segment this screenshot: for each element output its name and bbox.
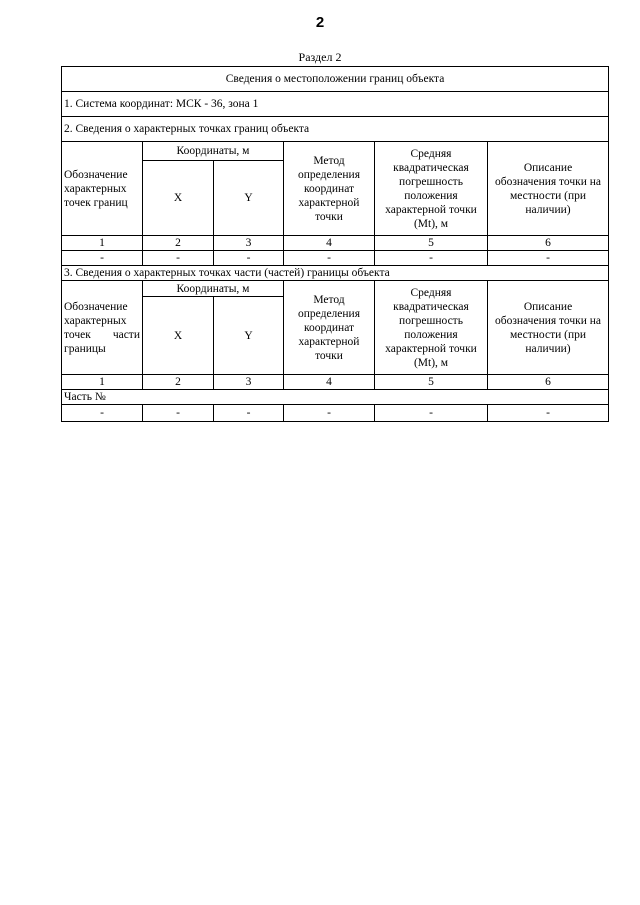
part3-coords-header: Координаты, м [143,281,284,297]
table-row [62,251,609,266]
part3-col-error: Средняя квадратическая погрешность положения характерной точки (Mt), м [375,281,488,375]
part2-col-y: Y [214,161,284,236]
part3-col-x: X [143,297,214,375]
table-cell: - [62,251,143,266]
table-cell: 3 [214,375,284,390]
table-row [62,405,609,422]
table-cell: 5 [375,236,488,251]
table-cell: - [62,405,143,422]
table-cell: 4 [284,375,375,390]
table-cell: - [214,251,284,266]
table-cell: 2 [143,236,214,251]
part-number-label: Часть № [62,390,609,405]
table-cell: 3 [214,236,284,251]
table-cell: 1 [62,375,143,390]
table-cell: 5 [375,375,488,390]
table-cell: 4 [284,236,375,251]
part3-col-method: Метод определения координат характерной точки [284,281,375,375]
table-cell: 6 [488,236,609,251]
boundary-table [61,66,609,422]
part3-col-y: Y [214,297,284,375]
part2-col-x: X [143,161,214,236]
part3-col-designation: Обозначение характерных точек части границы [62,281,143,375]
part3-title: 3. Сведения о характерных точках части (частей) границы объекта [62,266,609,281]
table-cell: 2 [143,375,214,390]
part2-coords-header: Координаты, м [143,142,284,161]
part2-col-designation: Обозначение характерных точек границ [62,142,143,236]
table-cell: - [375,405,488,422]
part2-col-error: Средняя квадратическая погрешность положения характерной точки (Mt), м [375,142,488,236]
table-cell: - [214,405,284,422]
table-cell: - [143,405,214,422]
part2-col-description: Описание обозначения точки на местности (при наличии) [488,142,609,236]
table-cell: 6 [488,375,609,390]
page-number: 2 [315,14,325,31]
table-cell: - [488,405,609,422]
part2-col-method: Метод определения координат характерной точки [284,142,375,236]
part3-col-description: Описание обозначения точки на местности (при наличии) [488,281,609,375]
section-label: Раздел 2 [298,50,342,64]
table-cell: - [143,251,214,266]
table-cell: - [488,251,609,266]
part2-numbers-row [62,236,609,251]
table-cell: - [284,405,375,422]
part2-title: 2. Сведения о характерных точках границ объекта [62,117,609,142]
table-cell: - [375,251,488,266]
coord-system-row: 1. Система координат: МСК - 36, зона 1 [62,92,609,117]
part3-numbers-row [62,375,609,390]
table-cell: - [284,251,375,266]
table-cell: 1 [62,236,143,251]
table-title: Сведения о местоположении границ объекта [62,67,609,92]
